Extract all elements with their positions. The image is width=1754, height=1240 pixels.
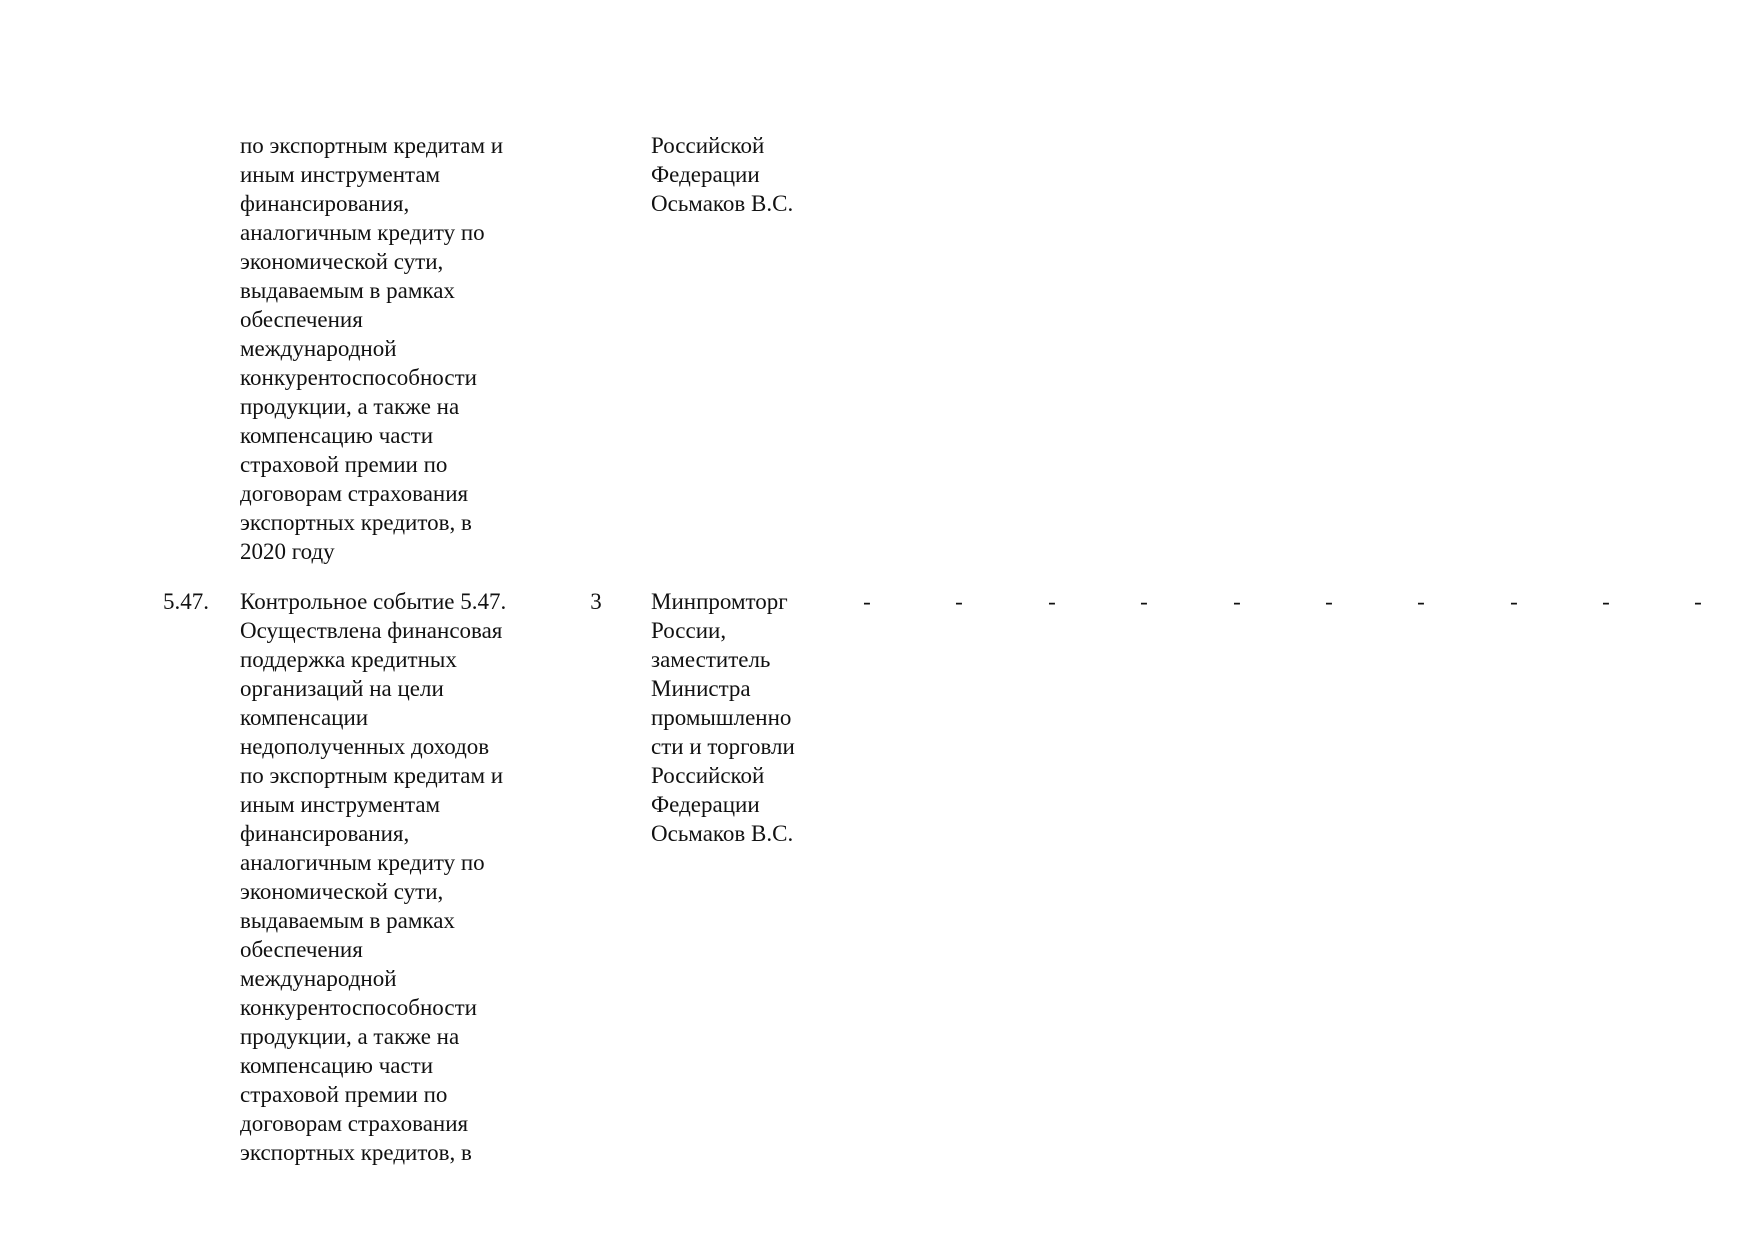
description-line: экономической сути, <box>240 879 444 904</box>
period-cell: - <box>1510 589 1518 614</box>
description-line: аналогичным кредиту по <box>240 220 485 245</box>
description-line: конкурентоспособности <box>240 365 477 390</box>
responsible-line: сти и торговли <box>651 734 795 759</box>
period-cell: - <box>1417 589 1425 614</box>
row-number: 5.47. <box>163 589 209 614</box>
responsible-line: Федерации <box>651 792 760 817</box>
description-line: выдаваемым в рамках <box>240 908 455 933</box>
description-line: продукции, а также на <box>240 1024 460 1049</box>
period-cell: - <box>1325 589 1333 614</box>
responsible-cell <box>651 587 831 848</box>
description-line: по экспортным кредитам и <box>240 763 504 788</box>
description-line: экспортных кредитов, в <box>240 510 472 535</box>
description-line: поддержка кредитных <box>240 647 457 672</box>
description-line: обеспечения <box>240 937 363 962</box>
description-cell <box>240 131 540 566</box>
description-line: финансирования, <box>240 821 410 846</box>
description-line: международной <box>240 966 397 991</box>
responsible-line: заместитель <box>651 647 771 672</box>
description-line: компенсации <box>240 705 369 730</box>
description-line: 2020 году <box>240 539 335 564</box>
description-line: международной <box>240 336 397 361</box>
description-line: компенсацию части <box>240 423 434 448</box>
responsible-line: России, <box>651 618 727 643</box>
period-cell: - <box>1140 589 1148 614</box>
period-cell: - <box>955 589 963 614</box>
responsible-line: Российской <box>651 133 765 158</box>
responsible-line: Минпромторг <box>651 589 788 614</box>
description-line: иным инструментам <box>240 162 441 187</box>
description-line: экспортных кредитов, в <box>240 1140 472 1165</box>
description-line: Контрольное событие 5.47. <box>240 589 507 614</box>
level-cell: 3 <box>590 589 602 614</box>
description-line: конкурентоспособности <box>240 995 477 1020</box>
description-cell <box>240 587 540 1167</box>
responsible-line: Осьмаков В.С. <box>651 191 794 216</box>
description-line: по экспортным кредитам и <box>240 133 504 158</box>
period-cell: - <box>1602 589 1610 614</box>
description-line: продукции, а также на <box>240 394 460 419</box>
responsible-line: промышленно <box>651 705 792 730</box>
description-line: компенсацию части <box>240 1053 434 1078</box>
period-cell: - <box>1048 589 1056 614</box>
responsible-line: Федерации <box>651 162 760 187</box>
description-line: аналогичным кредиту по <box>240 850 485 875</box>
description-line: недополученных доходов <box>240 734 490 759</box>
responsible-line: Российской <box>651 763 765 788</box>
description-line: договорам страхования <box>240 481 469 506</box>
description-line: финансирования, <box>240 191 410 216</box>
responsible-line: Министра <box>651 676 751 701</box>
description-line: обеспечения <box>240 307 363 332</box>
period-cell: - <box>1233 589 1241 614</box>
description-line: иным инструментам <box>240 792 441 817</box>
description-line: договорам страхования <box>240 1111 469 1136</box>
description-line: страховой премии по <box>240 452 448 477</box>
description-line: Осуществлена финансовая <box>240 618 503 643</box>
description-line: выдаваемым в рамках <box>240 278 455 303</box>
description-line: экономической сути, <box>240 249 444 274</box>
responsible-cell <box>651 131 831 218</box>
period-cell: - <box>863 589 871 614</box>
period-cell: - <box>1694 589 1702 614</box>
responsible-line: Осьмаков В.С. <box>651 821 794 846</box>
description-line: организаций на цели <box>240 676 444 701</box>
description-line: страховой премии по <box>240 1082 448 1107</box>
